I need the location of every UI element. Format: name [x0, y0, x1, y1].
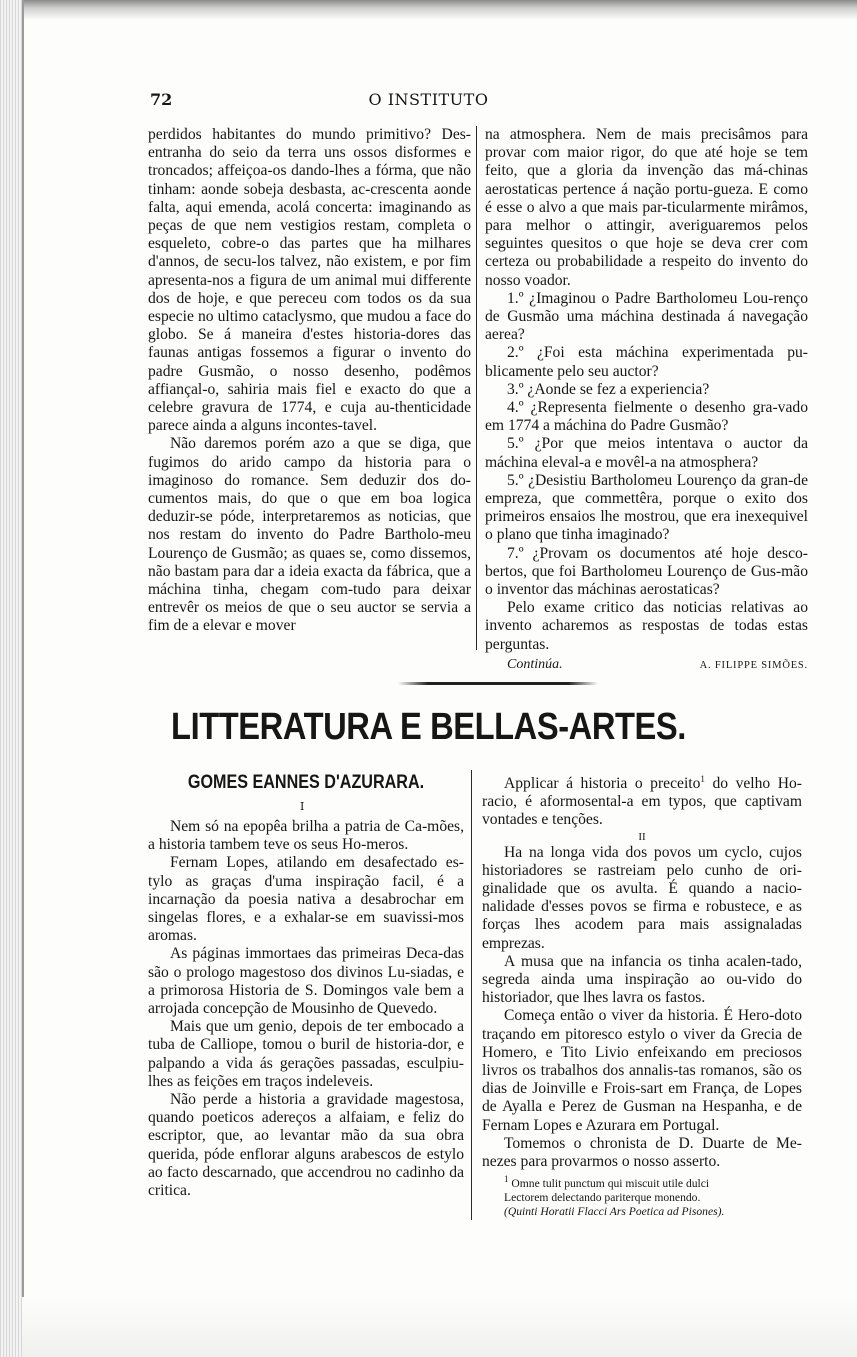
footnote-reference: 1	[700, 773, 705, 784]
continua-label: Continúa.	[507, 656, 563, 672]
question-item: 4.º ¿Representa fielmente o desenho gra-vado em 1774 a máchina do Padre Gusmão?	[485, 399, 808, 435]
paragraph: na atmosphera. Nem de mais precisâmos para provar com maior rigor, do que até hoje se tem feito, que a gloria da invenção das má-chinas aerostaticas pertence á nação portu-gueza. E como é esse o alvo a que mais par-ticularmente mirâmos, para melhor o attingir, averiguaremos pelos seguintes quesitos o que hoje se deva crer com certeza ou probabilidade a respeito do invento do nosso voador.	[485, 126, 808, 289]
part-numeral: II	[638, 830, 646, 843]
question-item: 2.º ¿Foi esta máchina experimentada pu-blicamente pelo seu auctor?	[485, 344, 808, 380]
footnote-text: Omne tulit punctum qui miscuit utile dulci	[511, 1177, 710, 1191]
article2-column-right	[482, 775, 802, 1219]
paragraph: Tomemos o chronista de D. Duarte de Me-nezes para provarmos o nosso asserto.	[482, 1134, 802, 1171]
footnote-line: Lectorem delectando pariterque monendo.	[504, 1191, 701, 1205]
article1-footer	[485, 656, 808, 675]
question-item: 7.º ¿Provam os documentos até hoje desco-bertos, que foi Bartholomeu Lourenço de Gus-mão o inventor das máchinas aerostaticas?	[485, 544, 808, 599]
question-item: 5.º ¿Por que meios intentava o auctor da máchina eleval-a e movêl-a na atmosphera?	[485, 435, 808, 471]
part-numeral: I	[300, 800, 305, 813]
question-item: 1.º ¿Imaginou o Padre Bartholomeu Lou-renço de Gusmão uma máchina destinada á navegação aerea?	[485, 289, 808, 344]
paragraph: As páginas immortaes das primeiras Deca-das são o prologo magestoso dos divinos Lu-siadas, e a primorosa Historia de S. Domingos vale bem a arrojada concepção de Mousinho de Quevedo.	[148, 945, 464, 1018]
paragraph: Ha na longa vida dos povos um cyclo, cujos historiadores se rastreiam pelo cunho de ori-ginalidade que os avulta. É quando a nacio-nalidade d'esses povos se firma e robustece, e as forças lhes acodem para mais assignaladas emprezas.	[482, 843, 802, 952]
paragraph: Não daremos porém azo a que se diga, que fugimos do arido campo da historia para o imaginoso do romance. Sem deduzir dos do-cumentos mais, do que o que em boa logica deduzir-se póde, interpretaremos as noticias, que nos restam do invento do Padre Bartholo-meu Lourenço de Gusmão; as quaes se, como dissemos, não bastam para dar a ideia exacta da fábrica, que a máchina tinha, chegam com-tudo para deixar entrevêr os meios de que o seu auctor se servia a fim de a elevar e mover	[148, 435, 471, 635]
paragraph	[482, 775, 802, 830]
author-signature: A. FILIPPE SIMÕES.	[699, 659, 808, 671]
paragraph: Nem só na epopêa brilha a patria de Ca-mões, a historia tambem teve os seus Ho-meros.	[148, 818, 464, 854]
page-number: 72	[150, 90, 173, 109]
paragraph: A musa que na infancia os tinha acalen-tado, segreda ainda uma inspiração ao ou-vido do historiador, que lhes lavra os fastos.	[482, 952, 802, 1007]
footnote-line	[504, 1174, 802, 1191]
paragraph: Fernam Lopes, atilando em desafectado es-tylo as graças d'uma inspiração facil, é a incarnação da poesia nativa a desabrochar em singelas flores, e a exhalar-se em suavissi-mos aromas.	[148, 854, 464, 945]
question-item: 3.º ¿Aonde se fez a experiencia?	[507, 380, 710, 398]
article1-column-left	[148, 126, 471, 636]
page-top-shadow	[0, 0, 857, 20]
section-separator-rule	[398, 682, 598, 685]
article-title: GOMES EANNES D'AZURARA.	[187, 772, 425, 793]
article2-column-left	[148, 818, 464, 1200]
paragraph-text: Applicar á historia o preceito	[504, 775, 701, 792]
column-divider	[476, 126, 477, 650]
paragraph: Pelo exame critico das noticias relativas ao invento acharemos as respostas de todas estas perguntas.	[485, 599, 808, 653]
question-item: 5.º ¿Desistiu Bartholomeu Lourenço da gran-de empreza, que commettêra, porque o exito dos primeiros ensaios lhe mostrou, que era inexequivel o plano que tinha imaginado?	[485, 471, 808, 544]
page-binding-edge	[0, 0, 22, 1357]
paragraph: perdidos habitantes do mundo primitivo? Des-entranha do seio da terra uns ossos disformes e troncados; affeiçoa-os dando-lhes a fórma, que não tinham: aonde sobeja desbasta, ac-crescenta aonde falta, aqui emenda, acolá concerta: imaginando as peças de que nem vestigios restam, completa o esqueleto, cobre-o das partes que ha milhares d'annos, de secu-los talvez, não existem, e por fim apresenta-nos a figura de um animal mui differente dos de hoje, e que pereceu com todos os da sua especie no ultimo cataclysmo, que mudou a face do globo. Se á maneira d'estes historia-dores das faunas antigas fossemos a figurar o invento do padre Gusmão, o nosso desenho, podêmos affiançal-o, sahiria mais fiel e exacto do que a celebre gravura de 1774, e cuja au-thenticidade parece ainda a alguns incontes-tavel.	[148, 126, 471, 435]
running-head: O INSTITUTO	[368, 90, 489, 109]
column-divider	[471, 770, 472, 1220]
footnote	[482, 1174, 802, 1219]
footnote-citation-text: (Quinti Horatii Flacci Ars Poetica ad Pisones).	[504, 1205, 725, 1219]
paragraph: Mais que um genio, depois de ter embocado a tuba de Calliope, tomou o buril de historia-dor, e palpando a vida ás gerações passadas, esculpiu-lhes as feições em traços indeleveis.	[148, 1018, 464, 1090]
footnote-marker: 1	[504, 1174, 509, 1185]
paragraph-text: do velho Ho-racio, é aformosental-a em typos, que captivam vontades e tenções.	[482, 775, 802, 829]
paragraph: Começa então o viver da historia. É Hero-doto traçando em pitoresco estylo o viver da Grecia de Homero, e Tito Livio enfeixando em preciosos livros os trabalhos dos annalis-tas romanos, são os dias de Joinville e Frois-sart em França, de Lopes de Ayalla e Perez de Gusman na Hespanha, e de Fernam Lopes e Azurara em Portugal.	[482, 1007, 802, 1134]
section-title: LITTERATURA E BELLAS-ARTES.	[171, 706, 686, 748]
page-bottom-shade	[22, 1297, 857, 1357]
article1-column-right	[485, 126, 808, 675]
paragraph: Não perde a historia a gravidade magestosa, quando poeticos adereços a alfaiam, e feliz do escriptor, que, ao levantar mão da sua obra querida, póde enflorar alguns arabescos de estylo ao facto descarnado, que accendrou no cadinho da critica.	[148, 1091, 464, 1200]
footnote-citation	[504, 1205, 802, 1219]
